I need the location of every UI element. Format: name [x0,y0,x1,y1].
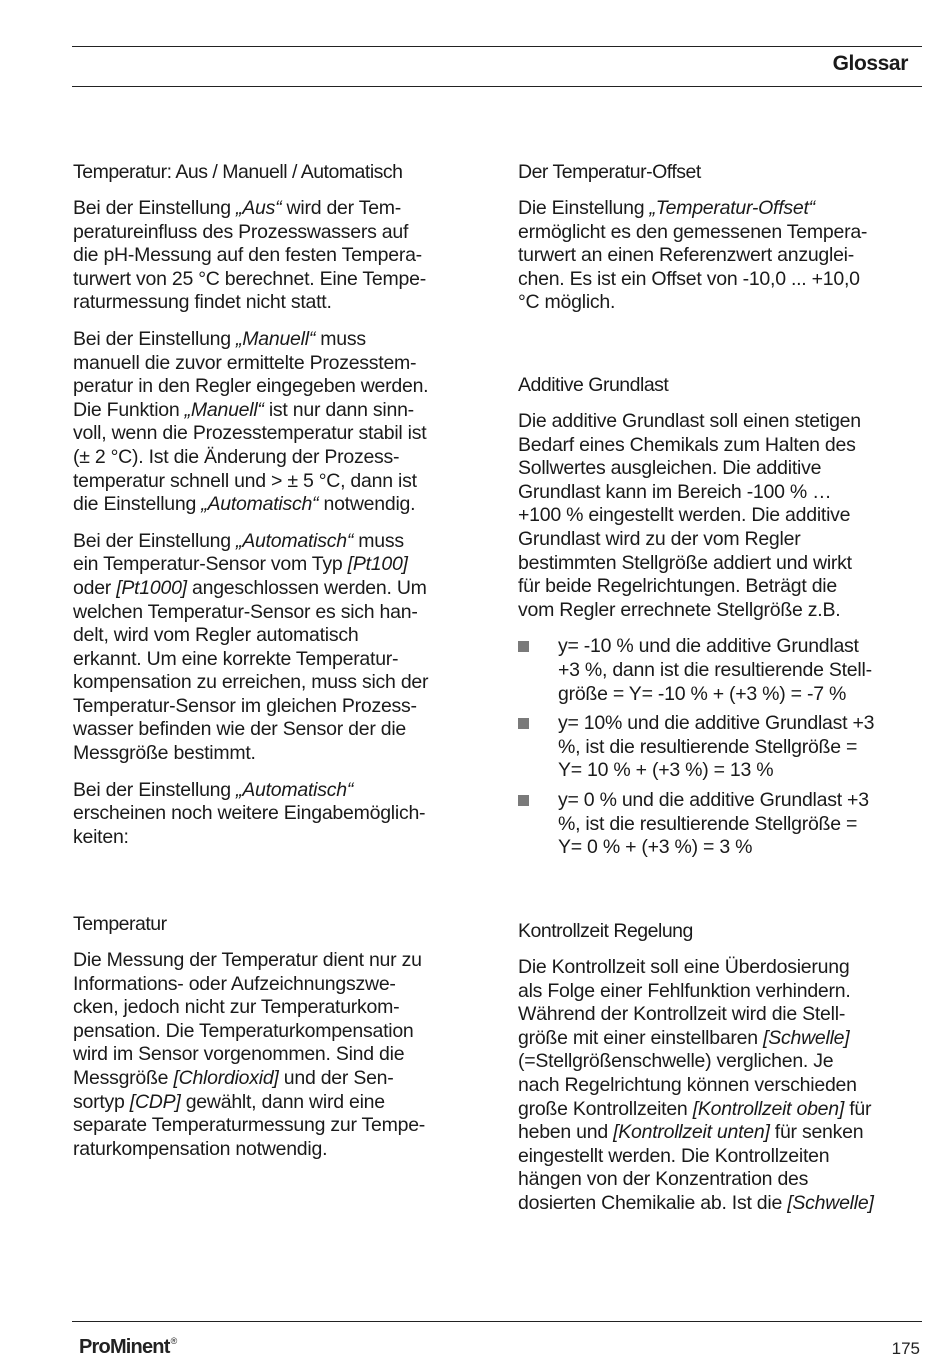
list-item [518,635,928,706]
text: Die Kontrollzeit soll eine Überdosierung [518,956,850,978]
text: für [844,1097,872,1120]
text: °C möglich. [518,291,616,314]
list-item [518,712,928,783]
text: ist nur dann sinn- [263,398,414,421]
text: peratur in den Regler eingegeben werden. [73,375,429,398]
text: manuell die zuvor ermittelte Prozesstem- [73,351,417,374]
text: +3 %, dann ist die resultierende Stell- [558,658,872,681]
logo-text: ProMinent [79,1336,170,1358]
left-column-lower [73,912,483,1174]
paragraph [73,530,483,766]
text: Die Funktion [73,398,185,421]
text: als Folge einer Fehlfunktion verhindern. [518,979,851,1002]
paragraph [518,956,928,1216]
text: y= 0 % und die additive Grundlast +3 [558,788,869,811]
text: pensation. Die Temperaturkompensation [73,1019,414,1042]
text: die Einstellung [73,493,202,516]
text: sortyp [73,1090,130,1113]
text: Temperatur-Sensor im gleichen Prozess- [73,694,417,717]
text: keiten: [73,825,129,848]
emphasis: „Manuell“ [236,327,316,350]
text: Y= 10 % + (+3 %) = 13 % [558,759,774,782]
text: chen. Es ist ein Offset von -10,0 ... +10,0 [518,267,860,290]
text: Bei der Einstellung [73,197,237,219]
text: oder [73,576,117,599]
text: für senken [769,1121,864,1144]
text: nach Regelrichtung können verschieden [518,1073,857,1096]
text: Sollwertes ausgleichen. Die additive [518,457,822,480]
list-item-text [558,712,928,783]
text: dosierten Chemikalie ab. Ist die [518,1191,788,1214]
text: muss [353,529,404,552]
text: (=Stellgrößenschwelle) verglichen. Je [518,1050,834,1073]
registered-mark: ® [170,1336,177,1346]
text: gewählt, dann wird eine [180,1090,385,1113]
emphasis: „Manuell“ [184,398,264,421]
text: ein Temperatur-Sensor vom Typ [73,553,348,576]
left-column [73,160,483,862]
square-bullet-icon [518,718,529,729]
text: erkannt. Um eine korrekte Temperatur- [73,647,399,670]
parameter-schwelle: [Schwelle] [763,1026,850,1049]
text: Die Einstellung [518,197,650,219]
section-title-additive-grundlast: Additive Grundlast [518,374,669,396]
text: für beide Regelrichtungen. Beträgt die [518,575,837,598]
parameter-schwelle: [Schwelle] [787,1191,874,1214]
paragraph [73,949,483,1161]
paragraph [518,410,928,622]
emphasis: „Aus“ [236,197,282,219]
parameter-cdp: [CDP] [129,1090,181,1113]
text: Bei der Einstellung [73,327,237,350]
text: %, ist die resultierende Stellgröße = [558,735,858,758]
text: große Kontrollzeiten [518,1097,693,1120]
section-title-temperatur-modus: Temperatur: Aus / Manuell / Automatisch [73,161,403,183]
square-bullet-icon [518,795,529,806]
list-item [518,789,928,860]
text: peratureinfluss des Prozesswassers auf [73,220,409,243]
text: turwert an einen Referenzwert anzuglei- [518,244,855,267]
text: muss [315,327,366,350]
text: wird im Sensor vorgenommen. Sind die [73,1043,405,1066]
text: notwendig. [318,493,416,516]
paragraph [73,328,483,517]
text: kompensation zu erreichen, muss sich der [73,671,429,694]
text: wasser befinden wie der Sensor der die [73,718,407,741]
square-bullet-icon [518,641,529,652]
parameter-kontrollzeit-unten: [Kontrollzeit unten] [613,1121,770,1144]
text: angeschlossen werden. Um [186,576,427,599]
paragraph [73,779,483,850]
text: Messgröße bestimmt. [73,742,256,765]
emphasis: „Automatisch“ [236,778,354,801]
text: Informations- oder Aufzeichnungszwe- [73,972,396,995]
text: Die Messung der Temperatur dient nur zu [73,949,422,971]
footer-rule [72,1321,922,1322]
text: vom Regler errechnete Stellgröße z.B. [518,598,841,621]
text: raturmessung findet nicht statt. [73,291,332,314]
text: Während der Kontrollzeit wird die Stell- [518,1003,846,1026]
text: delt, wird vom Regler automatisch [73,624,359,647]
text: +100 % eingestellt werden. Die additive [518,504,851,527]
text: größe mit einer einstellbaren [518,1026,764,1049]
section-title-temperatur-offset: Der Temperatur-Offset [518,161,701,183]
text: Die additive Grundlast soll einen stetigen [518,410,861,432]
list-item-text [558,789,928,860]
text: hängen von der Konzentration des [518,1168,809,1191]
text: voll, wenn die Prozesstemperatur stabil ist [73,422,427,445]
text: Grundlast kann im Bereich -100 % … [518,480,832,503]
text: Messgröße [73,1066,174,1089]
text: turwert von 25 °C berechnet. Eine Tempe- [73,267,426,290]
parameter-pt1000: [Pt1000] [116,576,187,599]
text: heben und [518,1121,614,1144]
text: Y= 0 % + (+3 %) = 3 % [558,836,753,859]
emphasis: „Automatisch“ [236,529,354,552]
emphasis: „Automatisch“ [201,493,319,516]
text: %, ist die resultierende Stellgröße = [558,812,858,835]
parameter-kontrollzeit-oben: [Kontrollzeit oben] [692,1097,845,1120]
paragraph [73,197,483,315]
text: (± 2 °C). Ist die Änderung der Prozess- [73,445,400,468]
right-column-grundlast [518,373,928,866]
brand-logo [79,1336,176,1359]
text: ermöglicht es den gemessenen Tempera- [518,220,868,243]
paragraph [518,197,928,315]
header-rule-top [72,46,922,47]
section-title-kontrollzeit: Kontrollzeit Regelung [518,920,693,942]
text: Grundlast wird zu der vom Regler [518,527,801,550]
text: und der Sen- [278,1066,394,1089]
text: Bei der Einstellung [73,778,237,801]
text: größe = Y= -10 % + (+3 %) = -7 % [558,682,847,705]
text: wird der Tem- [281,197,402,219]
text: Bei der Einstellung [73,529,237,552]
text: eingestellt werden. Die Kontrollzeiten [518,1144,830,1167]
right-column-kontrollzeit [518,919,928,1229]
text: separate Temperaturmessung zur Tempe- [73,1114,426,1137]
text: y= 10% und die additive Grundlast +3 [558,712,875,735]
text: bestimmten Stellgröße addiert und wirkt [518,551,852,574]
section-title-temperatur: Temperatur [73,913,167,935]
text: raturkompensation notwendig. [73,1137,328,1160]
text: y= -10 % und die additive Grundlast [558,635,859,658]
text: welchen Temperatur-Sensor es sich han- [73,600,418,623]
page-title: Glossar [832,52,908,75]
parameter-chlordioxid: [Chlordioxid] [173,1066,279,1089]
text: die pH-Messung auf den festen Tempera- [73,244,422,267]
bullet-list [518,635,928,859]
emphasis: „Temperatur-Offset“ [649,197,815,219]
right-column [518,160,928,328]
page-number: 175 [891,1339,920,1358]
text: temperatur schnell und > ± 5 °C, dann ist [73,469,417,492]
header-rule-bottom [72,86,922,87]
parameter-pt100: [Pt100] [347,553,408,576]
text: erscheinen noch weitere Eingabemöglich- [73,802,426,825]
text: cken, jedoch nicht zur Temperaturkom- [73,996,400,1019]
text: Bedarf eines Chemikals zum Halten des [518,433,856,456]
list-item-text [558,635,928,706]
